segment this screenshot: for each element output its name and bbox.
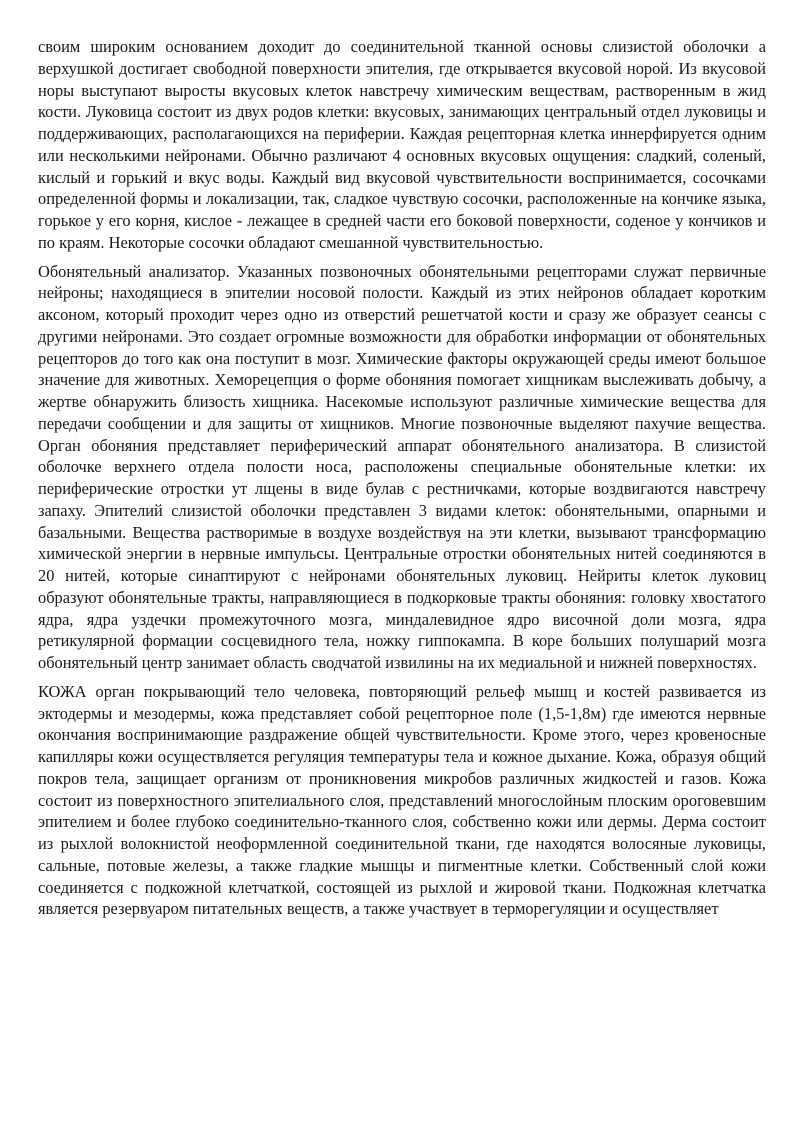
document-page [38,36,766,927]
paragraph-taste-receptors: своим широким основанием доходит до соединительной тканной основы слизистой оболочки а верхушкой достигает свободной поверхности эпителия, где открывается вкусовой норой. Из вкусовой норы выступают выросты вкусовых клеток навстречу химическим веществам, растворенным в жид кости. Луковица состоит из двух родов клетки: вкусовых, занимающих центральный отдел луковицы и поддерживающих, располагающихся на периферии. Каждая рецепторная клетка иннерфируется одним или несколькими нейронами. Обычно различают 4 основных вкусовых ощущения: сладкий, соленый, кислый и горький и вкус воды. Каждый вид вкусовой чувствительности воспринимается, сосочками определенной формы и локализации, так, сладкое чувствую сосочки, расположенные на кончике языка, горькое у его корня, кислое - лежащее в средней части его боковой поверхности, соденое у кончиков и по краям. Некоторые сосочки обладают смешанной чувствительностью. [38,37,766,252]
paragraph-olfactory-analyzer: Обонятельный анализатор. Указанных позвоночных обонятельными рецепторами служат первичные нейроны; находящиеся в эпителии носовой полости. Каждый из этих нейронов обладает коротким аксоном, который проходит через одно из отверстий решетчатой кости и сразу же образует сеансы с другими нейронами. Это создает огромные возможности для обработки информации от обонятельных рецепторов до того как она поступит в мозг. Химические факторы окружающей среды имеют большое значение для животных. Хеморецепция о форме обоняния помогает хищникам выслеживать добычу, а жертве обнаружить близость хищника. Насекомые используют различные химические вещества для передачи сообщении и для защиты от хищников. Многие позвоночные выделяют пахучие вещества. Орган обоняния представляет периферический аппарат обонятельного анализатора. В слизистой оболочке верхнего отдела полости носа, расположены специальные обонятельные клетки: их периферические отростки ут лщены в виде булав с рестничками, которые воздвигаются навстречу запаху. Эпителий слизистой оболочки представлен 3 видами клеток: обонятельными, опарными и базальными. Вещества растворимые в воздухе воздействуя на эти клетки, вызывают трансформацию химической энергии в нервные импульсы. Центральные отростки обонятельных нитей соединяются в 20 нитей, которые синаптируют с нейронами обонятельных луковиц. Нейриты клеток луковиц образуют обонятельные тракты, направляющиеся в подкорковые тракты обоняния: головку хвостатого ядра, ядра уздечки промежуточного мозга, миндалевидное ядро височной доли мозга, ядра ретикулярной формации сосцевидного тела, ножку гиппокампа. В коре больших полушарий мозга обонятельный центр занимает область сводчатой извилины на их медиальной и нижней поверхностях. [38,261,766,672]
paragraph-skin: КОЖА орган покрывающий тело человека, повторяющий рельеф мышц и костей развивается из эктодермы и мезодермы, кожа представляет собой рецепторное поле (1,5-1,8м) где имеются нервные окончания воспринимающие раздражение общей чувствительности. Кроме этого, через кровеносные капилляры кожи осуществляется регуляция температуры тела и кожное дыхание. Кожа, образуя общий покров тела, защищает организм от проникновения микробов различных жидкостей и газов. Кожа состоит из поверхностного эпителиального слоя, представлений многослойным плоским ороговевшим эпителием и более глубоко соединительно-тканного слоя, собственно кожи или дермы. Дерма состоит из рыхлой волокнистой неоформленной соединительной ткани, где находятся волосяные луковицы, сальные, потовые железы, а также гладкие мышцы и пигментные клетки. Собственный слой кожи соединяется с подкожной клетчаткой, состоящей из рыхлой и жировой ткани. Подкожная клетчатка является резервуаром питательных веществ, а также участвует в терморегуляции и осуществляет [38,681,766,919]
